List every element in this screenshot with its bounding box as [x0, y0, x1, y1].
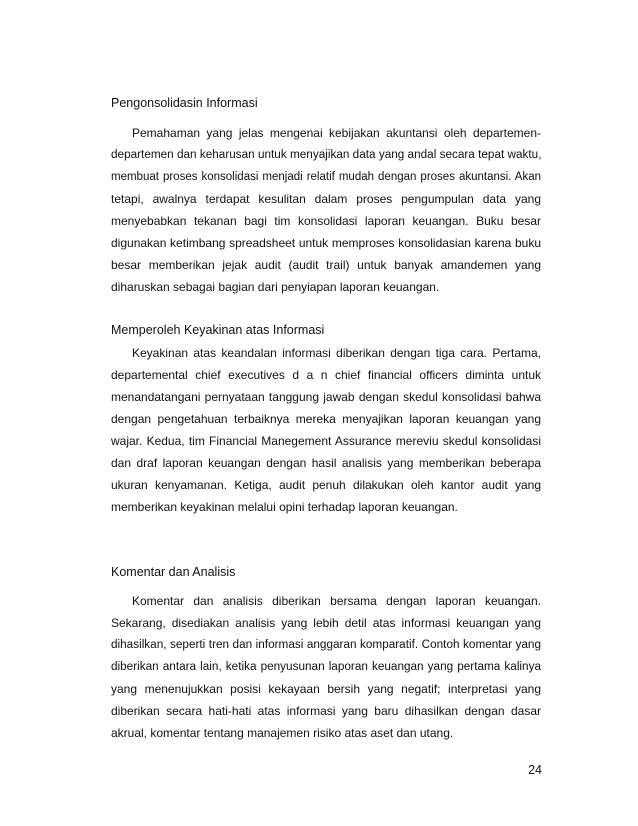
paragraph-line: departemental chief executives d a n chief financial officers diminta untuk	[111, 368, 541, 382]
paragraph-line: Sekarang, disediakan analisis yang lebih detil atas informasi keuangan yang	[111, 616, 541, 630]
paragraph-line: departemen dan keharusan untuk menyajikan data yang andal secara tepat waktu,	[111, 148, 542, 161]
paragraph-line: akrual, komentar tentang manajemen risiko atas aset dan utang.	[111, 726, 454, 740]
paragraph-line: membuat proses konsolidasi menjadi relatif mudah dengan proses akuntansi. Akan	[111, 171, 541, 183]
paragraph-line: dengan pengetahuan terbaiknya mereka menyajikan laporan keuangan yang	[111, 412, 541, 426]
paragraph-line: memberikan keyakinan melalui opini terhadap laporan keuangan.	[111, 500, 458, 514]
paragraph-keyakinan	[111, 342, 541, 518]
paragraph-line: Komentar dan analisis diberikan bersama dengan laporan keuangan.	[132, 594, 541, 608]
paragraph-pengonsolidasian	[111, 122, 541, 298]
paragraph-line: dan draf laporan keuangan dengan hasil analisis yang memberikan beberapa	[111, 456, 541, 470]
page-number: 24	[528, 763, 542, 777]
paragraph-line: wajar. Kedua, tim Financial Manegement Assurance mereviu skedul konsolidasi	[111, 434, 541, 448]
paragraph-line: yang menenujukkan posisi kekayaan bersih yang negatif; interpretasi yang	[111, 682, 541, 696]
paragraph-komentar	[111, 590, 541, 744]
section-heading-keyakinan: Memperoleh Keyakinan atas Informasi	[111, 323, 325, 337]
paragraph-line: diberikan secara hati-hati atas informasi yang baru dihasilkan dengan dasar	[111, 704, 541, 718]
paragraph-line: Pemahaman yang jelas mengenai kebijakan akuntansi oleh departemen-	[132, 126, 541, 140]
section-heading-pengonsolidasian: Pengonsolidasin Informasi	[111, 96, 258, 110]
paragraph-line: digunakan ketimbang spreadsheet untuk memproses konsolidasian karena buku	[111, 236, 541, 250]
paragraph-line: Keyakinan atas keandalan informasi diberikan dengan tiga cara. Pertama,	[132, 346, 541, 360]
paragraph-line: diberikan antara lain, ketika penyusunan laporan keuangan yang pertama kalinya	[111, 660, 541, 673]
paragraph-line: ukuran kenyamanan. Ketiga, audit penuh dilakukan oleh kantor audit yang	[111, 478, 541, 492]
paragraph-line: dihasilkan, seperti tren dan informasi anggaran komparatif. Contoh komentar yang	[111, 638, 541, 651]
paragraph-line: besar memberikan jejak audit (audit trail) untuk banyak amandemen yang	[111, 258, 541, 272]
section-heading-komentar: Komentar dan Analisis	[111, 565, 236, 579]
paragraph-line: menandatangani pernyataan tanggung jawab dengan skedul konsolidasi bahwa	[111, 390, 541, 404]
paragraph-line: menyebabkan tekanan bagi tim konsolidasi laporan keuangan. Buku besar	[111, 214, 541, 228]
paragraph-line: tetapi, awalnya terdapat kesulitan dalam proses pengumpulan data yang	[111, 192, 541, 206]
paragraph-line: diharuskan sebagai bagian dari penyiapan laporan keuangan.	[111, 280, 440, 294]
